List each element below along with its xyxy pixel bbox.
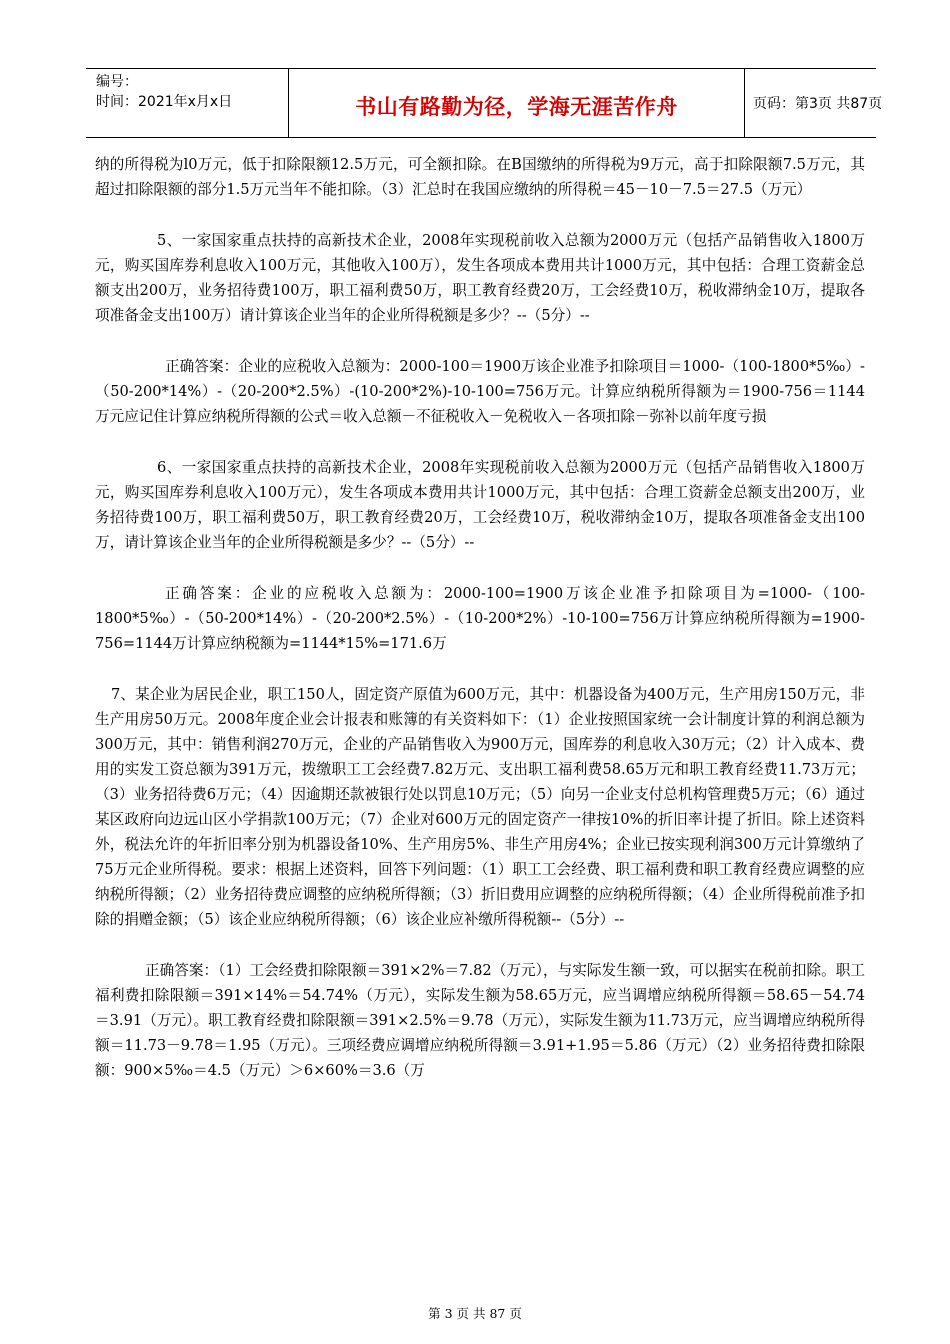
answer-7: 正确答案：（1）工会经费扣除限额＝391×2%＝7.82（万元），与实际发生额一致，可以据实在税前扣除。职工福利费扣除限额＝391×14%＝54.74%（万元），实际发生额为58.65万元，应当调增应纳税所得额＝58.65－54.74＝3.91（万元）。职工教育经费扣除限额＝391×2.5%＝9.78（万元），实际发生额为11.73万元，应当调增应纳税所得额＝11.73－9.78＝1.95（万元）。三项经费应调增应纳税所得额＝3.91+1.95＝5.86（万元）（2）业务招待费扣除限额：900×5‰＝4.5（万元）＞6×60%＝3.6（万 bbox=[95, 962, 865, 1079]
page-info: 页码：第3页 共87页 bbox=[753, 96, 883, 112]
header-right-cell bbox=[745, 69, 883, 137]
page-header bbox=[86, 68, 883, 138]
header-motto-cell bbox=[288, 69, 745, 137]
paragraph-continued-answer: 纳的所得税为l0万元，低于扣除限额12.5万元，可全额扣除。在B国缴纳的所得税为9万元，高于扣除限额7.5万元，其超过扣除限额的部分1.5万元当年不能扣除。（3）汇总时在我国应缴纳的所得税＝45－10－7.5＝27.5（万元） bbox=[95, 156, 865, 198]
motto-text: 书山有路勤为径，学海无涯苦作舟 bbox=[355, 95, 678, 119]
time-label: 时间：2021年x月x日 bbox=[96, 94, 233, 110]
page-footer: 第 3 页 共 87 页 bbox=[428, 1306, 522, 1321]
question-6: 6、一家国家重点扶持的高新技术企业，2008年实现税前收入总额为2000万元（包括产品销售收入1800万元，购买国库券利息收入100万元），发生各项成本费用共计1000万元，其中包括：合理工资薪金总额支出200万，业务招待费100万，职工福利费50万，职工教育经费20万，工会经费10万，税收滞纳金10万，提取各项准备金支出100万，请计算该企业当年的企业所得税额是多少？--（5分）-- bbox=[95, 459, 865, 551]
answer-6: 正确答案：企业的应税收入总额为：2000-100=1900万该企业准予扣除项目为=1000-（100-1800*5‰）-（50-200*14%）-（20-200*2.5%）-（10-200*2%）-10-100=756万计算应纳税所得额为=1900-756=1144万计算应纳税额为=1144*15%=171.6万 bbox=[95, 585, 865, 652]
header-left-cell bbox=[86, 69, 286, 137]
question-7: 7、某企业为居民企业，职工150人，固定资产原值为600万元，其中：机器设备为400万元，生产用房150万元，非生产用房50万元。2008年度企业会计报表和账簿的有关资料如下：（1）企业按照国家统一会计制度计算的利润总额为300万元，其中：销售利润270万元，企业的产品销售收入为900万元，国库券的利息收入30万元；（2）计入成本、费用的实发工资总额为391万元，拨缴职工工会经费7.82万元、支出职工福利费58.65万元和职工教育经费11.73万元；（3）业务招待费6万元；（4）因逾期还款被银行处以罚息10万元；（5）向另一企业支付总机构管理费5万元；（6）通过某区政府向边远山区小学捐款100万元；（7）企业对600万元的固定资产一律按10%的折旧率计提了折旧。除上述资料外，税法允许的年折旧率分别为机器设备10%、生产用房5%、非生产用房4%；企业已按实现利润300万元计算缴纳了75万元企业所得税。要求：根据上述资料，回答下列问题：（1）职工工会经费、职工福利费和职工教育经费应调整的应纳税所得额；（2）业务招待费应调整的应纳税所得额；（3）折旧费用应调整的应纳税所得额；（4）企业所得税前准予扣除的捐赠金额；（5）该企业应纳税所得额；（6）该企业应补缴所得税额--（5分）-- bbox=[95, 686, 865, 928]
document-body bbox=[95, 152, 865, 1109]
doc-number-label: 编号： bbox=[96, 74, 138, 90]
question-5: 5、一家国家重点扶持的高新技术企业，2008年实现税前收入总额为2000万元（包括产品销售收入1800万元，购买国库券利息收入100万元，其他收入100万），发生各项成本费用共计1000万元，其中包括：合理工资薪金总额支出200万，业务招待费100万，职工福利费50万，职工教育经费20万，工会经费10万，税收滞纳金10万，提取各项准备金支出100万）请计算该企业当年的企业所得税额是多少？--（5分）-- bbox=[95, 232, 865, 324]
answer-5: 正确答案：企业的应税收入总额为：2000-100＝1900万该企业准予扣除项目＝1000-（100-1800*5‰）-（50-200*14%）-（20-200*2.5%）-(10-200*2%)-10-100=756万元。计算应纳税所得额为＝1900-756＝1144万元应记住计算应纳税所得额的公式＝收入总额－不征税收入－免税收入－各项扣除－弥补以前年度亏损 bbox=[95, 358, 865, 425]
